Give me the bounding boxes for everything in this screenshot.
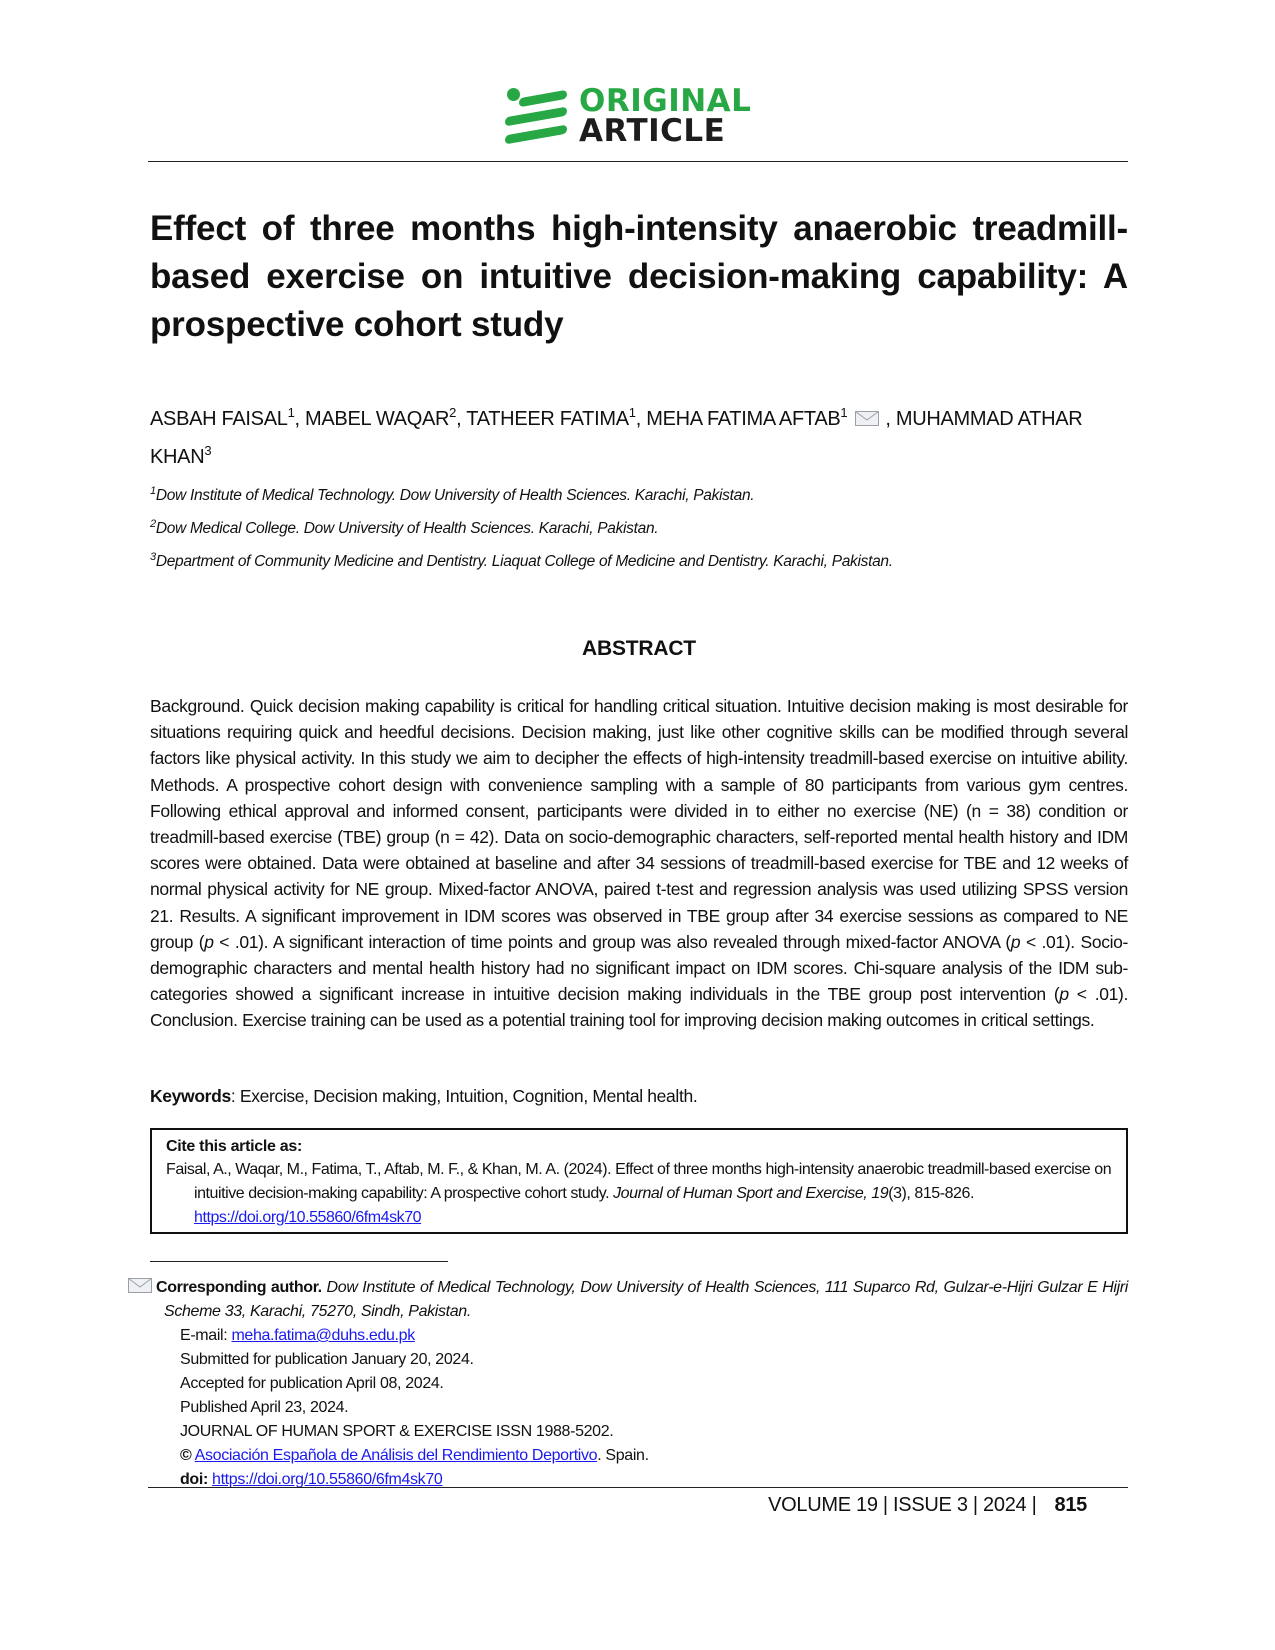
email-link[interactable]: meha.fatima@duhs.edu.pk <box>231 1327 415 1344</box>
citation-doi-link[interactable]: https://doi.org/10.55860/6fm4sk70 <box>194 1209 422 1226</box>
affiliation-item: $^3$Department of Community Medicine and Dentistry. Liaquat College of Medicine and Dentistry. Karachi, Pakistan. <box>150 551 893 570</box>
author-name: MUHAMMAD ATHAR KHAN <box>150 408 1083 468</box>
corresponding-label: Corresponding author. <box>156 1279 322 1296</box>
corresponding-author-block <box>128 1276 1128 1492</box>
doi-line: doi: https://doi.org/10.55860/6fm4sk70 <box>180 1471 443 1488</box>
author-name: TATHEER FATIMA <box>466 408 629 430</box>
abstract-text: Background. Quick decision making capability is critical for handling critical situation. Intuitive decision making is most desirable for situations requiring quick and heedful decisions. Decision making, just like other cognitive skills can be modified through several factors like physical activity. In this study we aim to decipher the effects of high-intensity treadmill-based exercise on intuitive ability. Methods. A prospective cohort design with convenience sampling with a sample of 80 participants from various gym centres. Following ethical approval and informed consent, participants were divided in to either no exercise (NE) (n = 38) condition or treadmill-based exercise (TBE) group (n = 42). Data on socio-demographic characters, self-reported mental health history and IDM scores were obtained. Data were obtained at baseline and after 34 sessions of treadmill-based exercise for TBE and 12 weeks of normal physical activity for NE group. Mixed-factor ANOVA, paired t-test and regression analysis was used utilizing SPSS version 21. Results. A significant improvement in IDM scores was observed in TBE group after 34 exercise sessions as compared to NE group (p < .01). A significant interaction of time points and group was also revealed through mixed-factor ANOVA (p < .01). Socio-demographic characters and mental health history had no significant impact on IDM scores. Chi-square analysis of the IDM sub-categories showed a significant increase in intuitive decision making individuals in the TBE group post intervention (p < .01). Conclusion. Exercise training can be used as a potential training tool for improving decision making outcomes in critical settings. <box>150 696 1128 1031</box>
page-number: 815 <box>1054 1494 1087 1516</box>
header-divider <box>148 161 1128 162</box>
article-title: Effect of three months high-intensity anaerobic treadmill-based exercise on intuitive decision-making capability: A prospective cohort study <box>150 209 1128 344</box>
doi-link[interactable]: https://doi.org/10.55860/6fm4sk70 <box>212 1471 443 1488</box>
author-affiliation-mark: 1 <box>287 405 295 420</box>
keywords-list: : Exercise, Decision making, Intuition, Cognition, Mental health. <box>230 1086 698 1106</box>
page-footer <box>768 1494 1087 1517</box>
author-name: MABEL WAQAR <box>305 408 450 430</box>
stripes-logo-icon <box>505 84 567 148</box>
accepted-date: Accepted for publication April 08, 2024. <box>180 1375 444 1392</box>
author-affiliation-mark: 3 <box>204 443 212 458</box>
author-name: ASBAH FAISAL <box>150 408 288 430</box>
author-list: ASBAH FAISAL$^1$, MABEL WAQAR$^2$, TATHEER FATIMA$^1$, MEHA FATIMA AFTAB$^1$ , MUHAMMAD ATHAR KHAN$^3$ <box>150 405 1083 468</box>
author-affiliation-mark: 1 <box>840 405 848 420</box>
badge-line-article: ARTICLE <box>579 113 726 149</box>
author-affiliation-mark: 1 <box>628 405 636 420</box>
volume-issue-info: VOLUME 19 | ISSUE 3 | 2024 | <box>768 1494 1037 1516</box>
citation-text: Faisal, A., Waqar, M., Fatima, T., Aftab, M. F., & Khan, M. A. (2024). Effect of three months high-intensity anaerobic treadmill-based exercise on intuitive decision-making capability: A prospective cohort study. Journal of Human Sport and Exercise, 19(3), 815-826. https://doi.org/10.55860/6fm4sk70 <box>166 1161 1112 1226</box>
copyright-line: © Asociación Española de Análisis del Rendimiento Deportivo. Spain. <box>180 1447 649 1464</box>
footnote-divider <box>150 1261 448 1262</box>
citation-heading: Cite this article as: <box>166 1138 302 1155</box>
keywords-line <box>150 1086 1128 1107</box>
corresponding-address: Dow Institute of Medical Technology, Dow University of Health Sciences, 111 Suparco Rd, Gulzar-e-Hijri Gulzar E Hijri Scheme 33, Karachi, 75270, Sindh, Pakistan. <box>164 1279 1128 1320</box>
publisher-link[interactable]: Asociación Española de Análisis del Rendimiento Deportivo <box>194 1447 598 1464</box>
affiliation-item: $^1$Dow Institute of Medical Technology. Dow University of Health Sciences. Karachi, Pakistan. <box>150 485 755 504</box>
submitted-date: Submitted for publication January 20, 2024. <box>180 1351 474 1368</box>
journal-issn: JOURNAL OF HUMAN SPORT & EXERCISE ISSN 1988-5202. <box>180 1423 614 1440</box>
affiliation-item: $^2$Dow Medical College. Dow University of Health Sciences. Karachi, Pakistan. <box>150 518 659 537</box>
published-date: Published April 23, 2024. <box>180 1399 349 1416</box>
envelope-icon <box>128 1278 152 1293</box>
email-line: E-mail: meha.fatima@duhs.edu.pk <box>180 1327 415 1344</box>
affiliation-list <box>150 477 1128 576</box>
citation-box <box>150 1128 1128 1234</box>
envelope-icon[interactable] <box>855 411 879 426</box>
keywords-label: Keywords <box>150 1086 231 1106</box>
badge-line-original: ORIGINAL <box>579 83 752 119</box>
abstract-heading: ABSTRACT <box>582 637 696 660</box>
author-name: MEHA FATIMA AFTAB <box>646 408 841 430</box>
footer-divider <box>148 1487 1128 1488</box>
author-affiliation-mark: 2 <box>449 405 457 420</box>
original-article-badge <box>505 84 751 148</box>
